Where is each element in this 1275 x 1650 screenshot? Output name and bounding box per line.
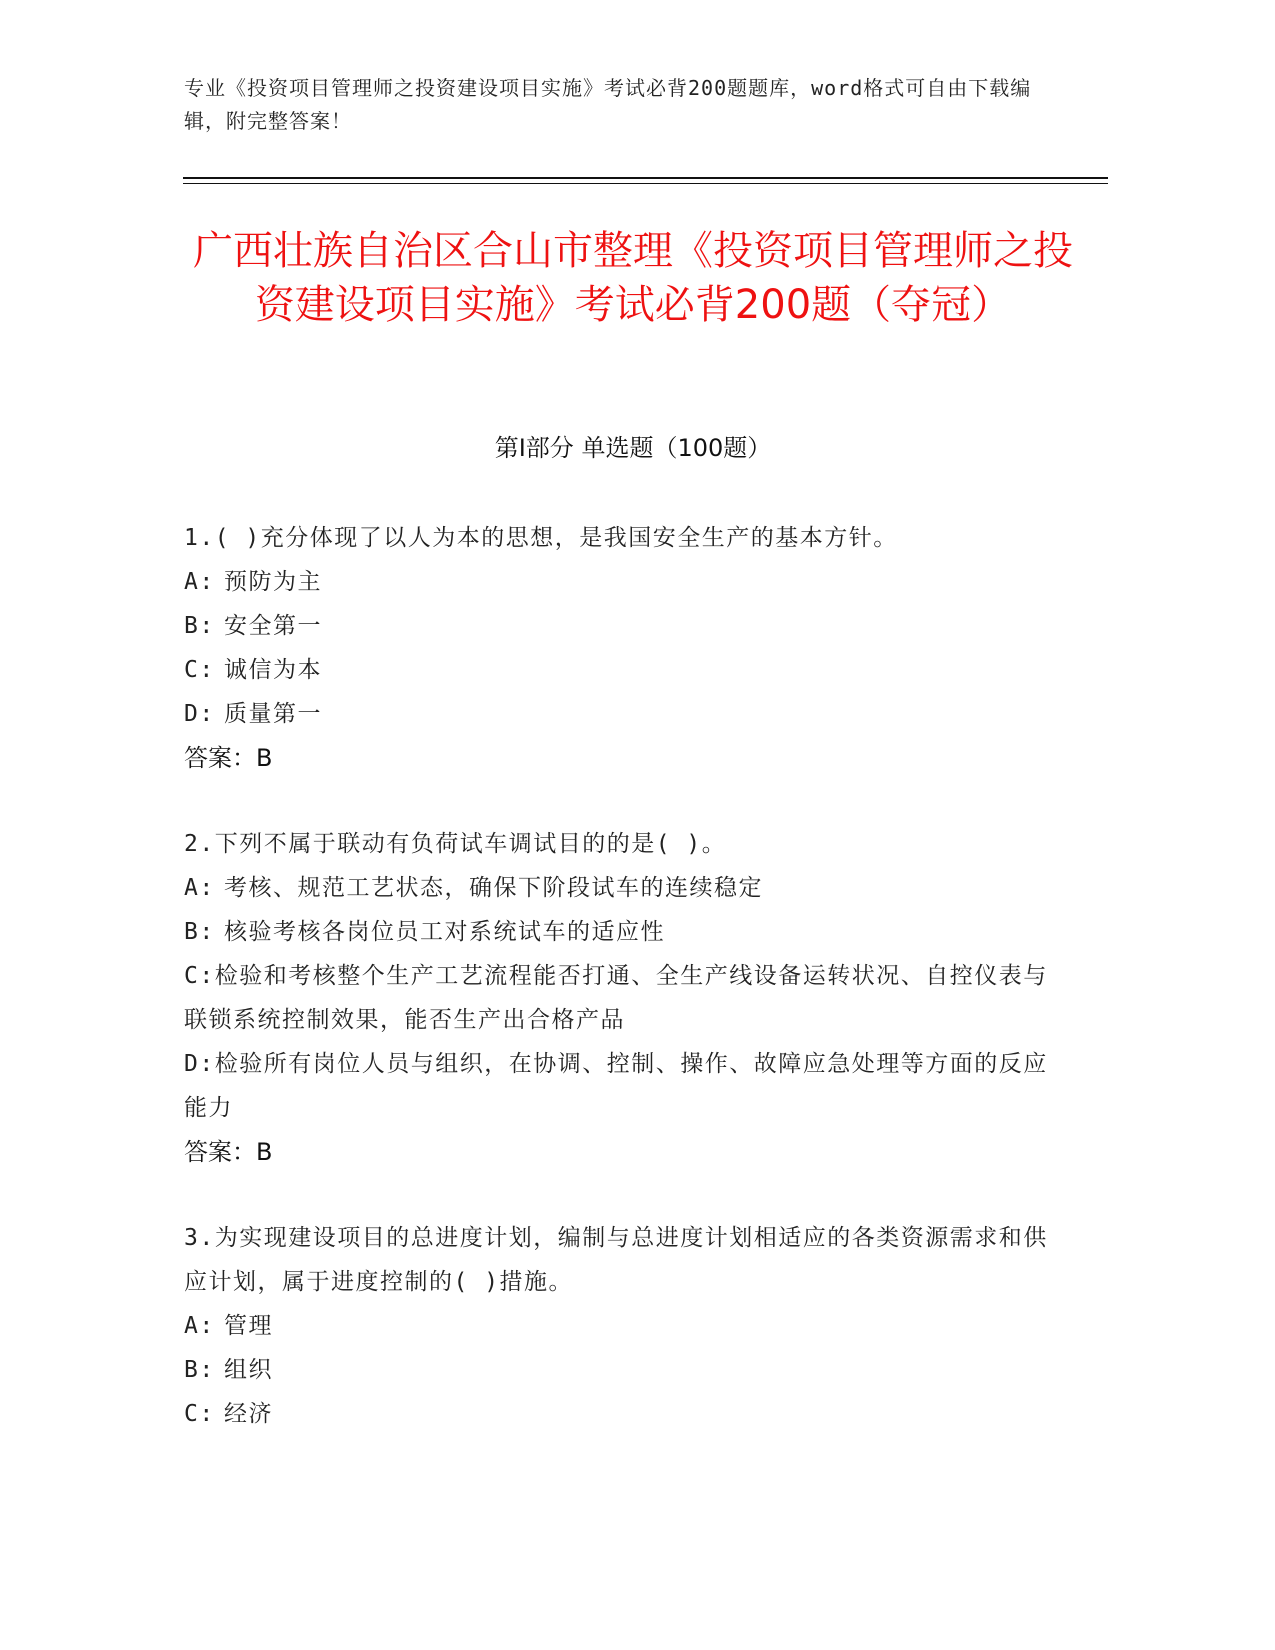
option-a	[184, 1304, 1064, 1348]
question-1	[184, 516, 1064, 780]
question-stem: 3.为实现建设项目的总进度计划，编制与总进度计划相适应的各类资源需求和供应计划，属于进度控制的( )措施。	[184, 1225, 1048, 1295]
option-a	[184, 866, 1064, 910]
option-text: 检验所有岗位人员与组织，在协调、控制、操作、故障应急处理等方面的反应能力	[184, 1051, 1048, 1121]
question-3	[184, 1216, 1064, 1436]
option-letter: C:	[184, 657, 215, 683]
option-text: 考核、规范工艺状态，确保下阶段试车的连续稳定	[224, 875, 763, 901]
header-rule-thin	[183, 183, 1108, 184]
question-stem: 2.下列不属于联动有负荷试车调试目的的是( )。	[184, 831, 727, 857]
option-letter: A:	[184, 875, 215, 901]
document-title: 广西壮族自治区合山市整理《投资项目管理师之投资建设项目实施》考试必背200题（夺冠）	[193, 228, 1073, 328]
option-letter: D:	[184, 1051, 215, 1077]
option-text: 经济	[224, 1401, 273, 1427]
option-text: 组织	[224, 1357, 273, 1383]
option-text: 检验和考核整个生产工艺流程能否打通、全生产线设备运转状况、自控仪表与联锁系统控制效果，能否生产出合格产品	[184, 963, 1048, 1033]
option-letter: A:	[184, 569, 215, 595]
option-letter: C:	[184, 963, 215, 989]
answer: 答案：B	[184, 1138, 273, 1166]
question-stem: 1.( )充分体现了以人为本的思想，是我国安全生产的基本方针。	[184, 525, 898, 551]
option-letter: B:	[184, 1357, 215, 1383]
header-rule-thick	[183, 177, 1108, 179]
option-letter: B:	[184, 613, 215, 639]
option-text: 诚信为本	[224, 657, 322, 683]
option-letter: D:	[184, 701, 215, 727]
option-letter: A:	[184, 1313, 215, 1339]
option-b	[184, 910, 1064, 954]
answer: 答案：B	[184, 744, 273, 772]
option-a	[184, 560, 1064, 604]
option-b	[184, 1348, 1064, 1392]
option-letter: B:	[184, 919, 215, 945]
option-c	[184, 1392, 1064, 1436]
header-note: 专业《投资项目管理师之投资建设项目实施》考试必背200题题库，word格式可自由下载编辑，附完整答案！	[184, 76, 1032, 133]
option-text: 安全第一	[224, 613, 322, 639]
question-2	[184, 822, 1064, 1174]
option-d	[184, 692, 1064, 736]
option-text: 质量第一	[224, 701, 322, 727]
option-d	[184, 1042, 1064, 1130]
option-text: 核验考核各岗位员工对系统试车的适应性	[224, 919, 665, 945]
option-b	[184, 604, 1064, 648]
question-list	[184, 516, 1064, 1478]
option-c	[184, 648, 1064, 692]
option-letter: C:	[184, 1401, 215, 1427]
section-title: 第Ⅰ部分 单选题（100题）	[494, 434, 772, 462]
option-c	[184, 954, 1064, 1042]
option-text: 预防为主	[224, 569, 322, 595]
option-text: 管理	[224, 1313, 273, 1339]
